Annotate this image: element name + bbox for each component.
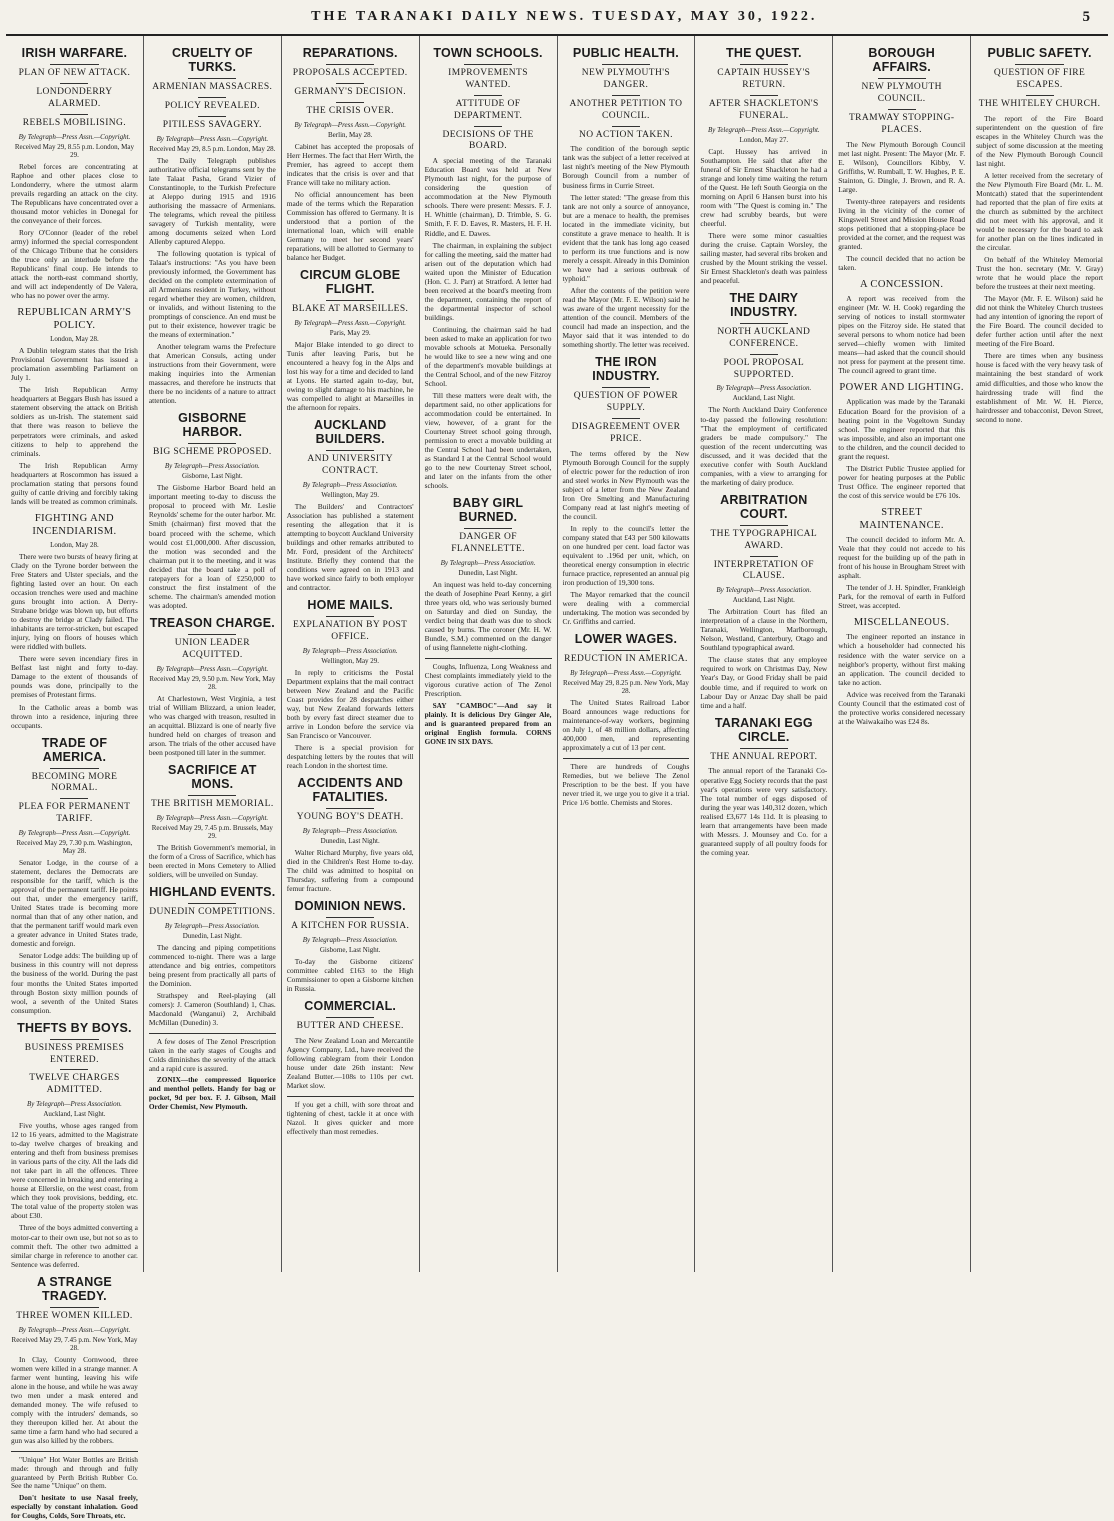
divider bbox=[740, 64, 788, 65]
article-paragraph: The clause states that any employee required to work on Christmas Day, New Year's Day, or Good Friday shall be paid double time, and if required to work on Labour Day or Anzac Day shall be paid time and a half. bbox=[700, 655, 828, 710]
article-byline: By Telegraph—Press Assn.—Copyright. bbox=[156, 813, 269, 822]
article-paragraph: There were some minor casualties during the cruise. Captain Worsley, the sailing master, had several ribs broken and crushed by the Mount striking the vessel. Sir Ernest Shackleton's death was painless and peaceful. bbox=[700, 230, 828, 285]
article-paragraph: In Clay, County Cornwood, three women were killed in a strange manner. A farmer went hunting, leaving his wife alone in the house, and while he was away two men under a mask entered and demanded money. The wife refused to comply with the intruders' demands, so they thereupon killed her. At about the same time a farm hand who had secured a gun was also killed by the robbers. bbox=[11, 1354, 138, 1445]
article-subheading: STREET MAINTENANCE. bbox=[859, 506, 944, 531]
article-byline: By Telegraph—Press Association. bbox=[716, 586, 812, 595]
article-headline: CIRCUM GLOBE FLIGHT. bbox=[300, 268, 401, 297]
article-byline: By Telegraph—Press Association. bbox=[440, 559, 536, 568]
advertisement-text: "Unique" Hot Water Bottles are British made: through and through and fully guaranteed by Perth British Rubber Co. See the name "Unique" on them. bbox=[11, 1454, 138, 1491]
article bbox=[149, 616, 276, 757]
divider bbox=[326, 450, 374, 451]
divider bbox=[474, 95, 502, 96]
article-paragraph: On behalf of the Whiteley Memorial Trust the hon. secretary (Mr. V. Gray) wrote that he would place the report before the trustees at their next meeting. bbox=[976, 255, 1103, 292]
article-paragraph: The Mayor (Mr. F. E. Wilson) said he did not think the Whiteley Church trustees had any intention of ignoring the report of the Fire Board. The council decided to defer further action until after the next meeting of the Fire Board. bbox=[976, 294, 1103, 349]
article-subheading: THREE WOMEN KILLED. bbox=[16, 1310, 133, 1321]
article-paragraph: Walter Richard Murphy, five years old, died in the Children's Rest Home to-day. The child was admitted to hospital on Thursday, suffering from a compound femur fracture. bbox=[286, 848, 414, 894]
article-byline: By Telegraph—Press Association. bbox=[302, 827, 398, 836]
article-subheading: BLAKE AT MARSEILLES. bbox=[292, 304, 409, 315]
article-paragraph: The New Plymouth Borough Council met last night. Present: The Mayor (Mr. F. E. Wilson), Councillors Kibby, V. Griffiths, W. Rumball, T. W. Hughes, P. E. Stainton, G. Dingle, J. Brown, and R. A. Large. bbox=[838, 139, 966, 194]
article bbox=[149, 411, 276, 609]
divider bbox=[60, 83, 88, 84]
article-byline: By Telegraph—Press Assn.—Copyright. bbox=[156, 664, 269, 673]
column-5 bbox=[558, 36, 696, 1272]
article bbox=[838, 506, 965, 611]
article-paragraph: Senator Lodge adds: The building up of business in this country will not depress the business of the world. During the past four months the United States imported through Boston sixty million pounds of wool, a seventh of the United States consumption. bbox=[11, 951, 138, 1015]
article bbox=[838, 46, 965, 272]
divider bbox=[198, 97, 226, 98]
article-paragraph: A report was received from the engineer (Mr. W. H. Cook) regarding the serving of notices to install stormwater pipes on the Fitzroy side. He stated that several persons to whom notice had been served—chiefly women with limited means—had asked that the council should not press for payment at the present time. The council agreed to grant time. bbox=[838, 294, 966, 376]
article-subheading: QUESTION OF FIRE ESCAPES. bbox=[993, 68, 1086, 90]
article-headline: SACRIFICE AT MONS. bbox=[168, 762, 257, 791]
article-subheading: BIG SCHEME PROPOSED. bbox=[153, 447, 272, 458]
article-paragraph: Advice was received from the Taranaki County Council that the estimated cost of the protective works considered necessary at the Waiwakaiho was £24 8s. bbox=[838, 689, 966, 726]
article-subheading: BUTTER AND CHEESE. bbox=[296, 1021, 404, 1032]
article-dateline: London, May 27. bbox=[739, 135, 789, 144]
article-headline: AUCKLAND BUILDERS. bbox=[313, 418, 387, 447]
divider bbox=[740, 748, 788, 749]
divider bbox=[326, 808, 374, 809]
article-subheading: BECOMING MORE NORMAL. bbox=[31, 771, 118, 794]
article-headline: TARANAKI EGG CIRCLE. bbox=[714, 715, 813, 744]
divider bbox=[188, 795, 236, 796]
article-byline: By Telegraph—Press Association. bbox=[164, 462, 260, 471]
article bbox=[11, 1275, 138, 1445]
divider bbox=[326, 300, 374, 301]
advertisement bbox=[11, 1451, 138, 1521]
advertisement-text: ZONIX—the compressed liquorice and menthol pellets. Handy for bag or pocket, 9d per box. F. J. Gibson, Mail Order Chemist, New Plymouth. bbox=[148, 1075, 276, 1112]
article-subheading: ATTITUDE OF DEPARTMENT. bbox=[453, 98, 523, 121]
divider bbox=[50, 1039, 98, 1040]
article-paragraph: The Builders' and Contractors' Association has published a statement resenting the allegation that it is attempting to boycott Auckland University buildings and other remarks attributed to Mr. Ford, president of the Architects' Institute. Briefly they contend that the conditions were agreed on in 1913 and have worked since fairly to both employer and contractor. bbox=[286, 501, 414, 593]
article-byline: By Telegraph—Press Assn.—Copyright. bbox=[570, 669, 682, 678]
article-dateline: Auckland, Last Night. bbox=[43, 1110, 106, 1119]
article-dateline: Received May 29, 8.25 p.m. New York, May 28. bbox=[563, 679, 689, 696]
article bbox=[149, 46, 276, 405]
divider bbox=[336, 83, 364, 84]
article-paragraph: There were seven incendiary fires in Belfast last night and forty to-day. Damage to the extent of thousands of pounds was done, principally to the premises of Protestant firms. bbox=[11, 654, 138, 700]
article bbox=[563, 632, 690, 752]
article-subheading: LONDONDERRY ALARMED. bbox=[36, 86, 113, 109]
article-paragraph: To-day the Gisborne citizens' committee cabled £163 to the High Commissioner to open a Gisborne kitchen in Russia. bbox=[286, 957, 414, 994]
divider bbox=[50, 64, 98, 65]
article-subheading: NO ACTION TAKEN. bbox=[579, 129, 673, 140]
divider bbox=[602, 650, 650, 651]
article bbox=[287, 598, 414, 770]
article bbox=[425, 496, 552, 652]
article-paragraph: A special meeting of the Taranaki Education Board was held at New Plymouth last night, for the purpose of considering the question of accommodation at the New Plymouth schools. There were present: Messrs. F. J. H. Whittle (chairman), D. Trimble, S. G. Smith, F. F. D. Eaves, R. Masters, H. F. H. Riddle, and E. Dawes. bbox=[424, 156, 552, 238]
article-headline: DOMINION NEWS. bbox=[294, 899, 406, 914]
article-subheading: PLEA FOR PERMANENT TARIFF. bbox=[18, 802, 131, 825]
divider bbox=[750, 556, 778, 557]
article-paragraph: The condition of the borough septic tank was the subject of a letter received at last night's meeting of the New Plymouth Borough Council from a number of business firms in Currie Street. bbox=[562, 144, 690, 190]
article-byline: By Telegraph—Press Assn.—Copyright. bbox=[18, 1325, 131, 1334]
divider bbox=[188, 78, 236, 79]
article bbox=[976, 46, 1103, 424]
divider bbox=[50, 1307, 98, 1308]
column-4 bbox=[420, 36, 558, 1272]
article-headline: CRUELTY OF TURKS. bbox=[171, 46, 253, 74]
article-subheading: REPUBLICAN ARMY'S POLICY. bbox=[17, 306, 132, 332]
article-paragraph: No official announcement has been made of the terms which the Reparation Commission has offered to Germany. It is understood that a portion of the international loan, which will enable Germany to meet her second years' reparations, will be allotted to Germany to balance her Budget. bbox=[286, 189, 414, 262]
masthead bbox=[6, 0, 1108, 36]
column-8 bbox=[971, 36, 1108, 1272]
article-headline: ACCIDENTS AND FATALITIES. bbox=[297, 776, 403, 805]
article-paragraph: Till these matters were dealt with, the department said, no other applications for accommodation could be entertained. In view, however, of a grant for the Courtenay Street school going through, permission to erect a movable building at the Central School had been undertaken, as Standard I at the Central School would go to the new Courtenay Street school, and later on the infants from the other schools. bbox=[424, 391, 552, 491]
article-subheading: NORTH AUCKLAND CONFERENCE. bbox=[717, 326, 811, 349]
article-headline: TOWN SCHOOLS. bbox=[433, 46, 543, 60]
divider bbox=[878, 78, 926, 79]
divider bbox=[612, 126, 640, 127]
article-subheading: EXPLANATION BY POST OFFICE. bbox=[292, 620, 408, 643]
article-byline: By Telegraph—Press Assn.—Copyright. bbox=[18, 829, 131, 838]
article-headline: PUBLIC HEALTH. bbox=[572, 46, 679, 60]
article-headline: COMMERCIAL. bbox=[304, 999, 397, 1014]
article-byline: By Telegraph—Press Association. bbox=[302, 936, 398, 945]
article-subheading: TRAMWAY STOPPING-PLACES. bbox=[848, 112, 955, 135]
article-headline: GISBORNE HARBOR. bbox=[178, 411, 247, 440]
advertisement-text: Don't hesitate to use Nasal freely, especially by constant inhalation. Good for Coughs, Colds, Sore Throats, etc. bbox=[11, 1493, 138, 1521]
article bbox=[700, 716, 827, 857]
article-paragraph: After the contents of the petition were read the Mayor (Mr. F. E. Wilson) said he was aware of the urgent necessity for the attention of the council. Members of the council had made an inspection, and the Mayor said that it was intended to do something shortly. The letter was received. bbox=[562, 285, 690, 350]
divider bbox=[464, 64, 512, 65]
article-paragraph: The annual report of the Taranaki Co-operative Egg Society records that the past year's operations were very satisfactory. The total number of eggs disposed of during the year was 140,312 dozen, which realised £3,677 14s 11d. It is pleasing to learn that arrangements have been made with Messrs. J. Mounsey and Co. for a guaranteed supply of all poultry foods for the coming year. bbox=[700, 766, 828, 857]
article bbox=[287, 899, 414, 993]
article-headline: THE DAIRY INDUSTRY. bbox=[729, 290, 799, 319]
divider bbox=[750, 95, 778, 96]
article-headline: HIGHLAND EVENTS. bbox=[149, 884, 276, 899]
article-headline: BOROUGH AFFAIRS. bbox=[868, 46, 936, 74]
article-dateline: Received May 29, 7.30 p.m. Washington, May 28. bbox=[16, 839, 133, 856]
article-paragraph: The Irish Republican Army headquarters at Beggars Bush has issued a statement observing the attack on British soldiers as un-Irish. The statement said that there was reason to believe the perpetrators were criminals, and asked citizens to help to apprehend the criminals. bbox=[11, 385, 138, 458]
divider bbox=[602, 387, 650, 388]
article-subheading: ANOTHER PETITION TO COUNCIL. bbox=[569, 98, 683, 121]
article-paragraph: The letter stated: "The grease from this tank are not only a source of annoyance, but are a menace to health, the premises located in the immediate vicinity, but constitute a grave menace to health. It is evident that the tank has long ago ceased to perform its true functions and is now merely a cesspit. Already in this Dominion we have had a serious outbreak of typhoid." bbox=[562, 192, 690, 283]
article-paragraph: There are times when any business house is faced with the very heavy task of maintaining the best standard of work amid difficulties, and those who know the hairdressing trade will find the establishment of Mr. W. H. Pierce, hairdresser and tobacconist, Devon Street, second to none. bbox=[976, 351, 1103, 424]
article-subheading: PROPOSALS ACCEPTED. bbox=[292, 68, 408, 78]
article-subheading: NEW PLYMOUTH COUNCIL. bbox=[861, 82, 942, 104]
article-paragraph: Another telegram warns the Prefecture that American Consuls, acting under instructions from their Government, were making inquiries into the Armenian massacres, and therefore he instructs that there be no incidents of a nature to attract attention. bbox=[148, 342, 276, 406]
article-paragraph: The Irish Republican Army headquarters at Roscommon has issued a proclamation stating that persons found guilty of cattle driving and forcibly taking lands will be treated as common criminals. bbox=[11, 460, 138, 506]
article bbox=[425, 46, 552, 490]
article-subheading: PITILESS SAVAGERY. bbox=[162, 119, 262, 130]
article-dateline: London, May 28. bbox=[50, 541, 99, 549]
article-dateline: Paris, May 29. bbox=[329, 328, 371, 337]
article bbox=[838, 381, 965, 499]
article-dateline: Received May 29, 9.50 p.m. New York, May 28. bbox=[149, 674, 276, 691]
article-paragraph: Cabinet has accepted the proposals of Herr Hermes. The fact that Herr Wirth, the Premier, has agreed to accept them indicates that the crisis is over and that France will take no military action. bbox=[286, 141, 414, 187]
article-paragraph: In the Catholic areas a bomb was thrown into a residence, injuring three occupants. bbox=[11, 702, 138, 730]
article-paragraph: The United States Railroad Labor Board announces wage reductions for maintenance-of-way workers, beginning on July 1, of 48 million dollars, affecting 400,000 men, and representing approximately a cut of 13 per cent. bbox=[562, 698, 690, 753]
article-subheading: DECISIONS OF THE BOARD. bbox=[442, 129, 534, 152]
article-subheading: QUESTION OF POWER SUPPLY. bbox=[573, 391, 679, 413]
article-paragraph: The chairman, in explaining the subject for calling the meeting, said the matter had arisen out of the deputation which had waited upon the Minister of Education (Hon. C. J. Parr) at Stratford. A letter had been received at the board's meeting from the department, containing the report of the departmental inspector of school buildings. bbox=[424, 240, 552, 322]
article-byline: By Telegraph—Press Association. bbox=[164, 921, 260, 930]
article-paragraph: The engineer reported an instance in which a householder had connected his residence with the water service on a neighbor's property, without first making an application. The council decided to take no action. bbox=[838, 632, 966, 687]
divider bbox=[326, 1017, 374, 1018]
article-dateline: London, May 28. bbox=[50, 335, 99, 344]
article-headline: THE IRON INDUSTRY. bbox=[592, 355, 660, 384]
article bbox=[838, 278, 965, 375]
article-headline: ARBITRATION COURT. bbox=[720, 492, 808, 521]
article-subheading: THE TYPOGRAPHICAL AWARD. bbox=[710, 528, 818, 551]
article-paragraph: Capt. Hussey has arrived in Southampton. He said that after the funeral of Sir Ernest Shackleton he had a strange and lonely time waiting the return of the Quest. He left South Georgia on the morning on April 6 Hansen burst into his room with "The Quest is coming in." The crew had scrubby beards, but were cheerful. bbox=[700, 146, 828, 228]
article bbox=[287, 46, 414, 262]
masthead-title: THE TARANAKI DAILY NEWS. TUESDAY, MAY 30, 1922. bbox=[311, 9, 818, 24]
article-subheading: THE WHITELEY CHURCH. bbox=[978, 98, 1101, 109]
article-headline: HOME MAILS. bbox=[307, 598, 393, 613]
divider bbox=[60, 798, 88, 799]
article-paragraph: An inquest was held to-day concerning the death of Josephine Pearl Kenny, a girl three years old, who was seriously burned on Saturday and died on Sunday, the verdict being that death was due to shock caused by burns. The coroner (Mr. H. W. Bundle, S.M.) commented on the danger of using flannelette night-clothing. bbox=[424, 580, 552, 653]
article-headline: IRISH WARFARE. bbox=[21, 46, 128, 60]
article-paragraph: Five youths, whose ages ranged from 12 to 16 years, admitted to the Magistrate to-day twelve charges of breaking and entering and theft from business premises in various parts of the city. All the lads did not take part in all the offences. Three were concerned in breaking and entering a house at Ellerslie, on the west coast, from which they took provisions, bedding, etc. The total value of the property stolen was about £30. bbox=[11, 1121, 138, 1221]
advertisement-text: If you get a chill, with sore throat and tightening of chest, tackle it at once with Nazol. It gives quicker and more effectively than most remedies. bbox=[286, 1100, 414, 1137]
article-paragraph: A Dublin telegram states that the Irish Provisional Government has issued a proclamation assembling Parliament on July 1. bbox=[11, 346, 138, 383]
article-dateline: Received May 29, 7.45 p.m. New York, May 28. bbox=[11, 1335, 138, 1352]
column-3 bbox=[282, 36, 420, 1272]
article bbox=[287, 418, 414, 592]
article-subheading: INTERPRETATION OF CLAUSE. bbox=[713, 559, 814, 582]
article-paragraph: At Charlestown, West Virginia, a test trial of William Blizzard, a union leader, who was charged with treason, resulted in an acquittal. Blizzard is one of nearly five hundred held on charges of treason and arson. The trials of the other accused have been postponed till later in the summer. bbox=[148, 693, 276, 757]
article-paragraph: The tender of J. H. Spindler, Frankleigh Park, for the removal of earth in Fulford Street, was accepted. bbox=[838, 583, 966, 611]
divider bbox=[602, 64, 650, 65]
article-paragraph: There is a special provision for despatching letters by the routes that will reach London in the shortest time. bbox=[286, 743, 414, 771]
divider bbox=[326, 64, 374, 65]
article-paragraph: In reply to criticisms the Postal Department explains that the mail contract between New Zealand and the Pacific Coast provides for 28 despatches either way, but New Zealand forwards letters both by every fast direct steamer due to arrive in London before the service via San Francisco or Vancouver. bbox=[286, 667, 414, 741]
divider bbox=[750, 354, 778, 355]
article-byline: By Telegraph—Press Assn.—Copyright. bbox=[294, 318, 407, 327]
article-subheading: THE CRISIS OVER. bbox=[306, 105, 394, 116]
article-subheading: YOUNG BOY'S DEATH. bbox=[296, 812, 404, 823]
article bbox=[11, 306, 138, 506]
article-paragraph: Rory O'Connor (leader of the rebel army) informed the special correspondent of the Chicago Tribune that he considers the truce only an interlude before the Republicans' final coup. He intends to attack the north-east command shortly, and will act independently of De Valera, who has no power over the army. bbox=[11, 227, 138, 300]
article bbox=[149, 885, 276, 1027]
advertisement bbox=[425, 658, 552, 746]
article bbox=[11, 512, 138, 730]
divider bbox=[612, 95, 640, 96]
article-paragraph: The terms offered by the New Plymouth Borough Council for the supply of electric power for the reduction of iron and steel works in New Plymouth was the subject of a letter from the New Zealand Iron Ore Smelting and Manufacturing Company read at last night's meeting of the council. bbox=[562, 448, 690, 521]
page-number: 5 bbox=[1082, 8, 1090, 25]
divider bbox=[60, 1069, 88, 1070]
article-paragraph: The report of the Fire Board superintendent on the question of fire escapes in the Whiteley Church was the subject of some discussion at the meeting of the New Plymouth Borough Council last night. bbox=[976, 113, 1103, 168]
article-subheading: MISCELLANEOUS. bbox=[853, 617, 950, 629]
article-byline: By Telegraph—Press Assn.—Copyright. bbox=[294, 120, 407, 129]
article-dateline: Auckland, Last Night. bbox=[732, 394, 795, 403]
column-1 bbox=[6, 36, 144, 1521]
article-paragraph: Major Blake intended to go direct to Tunis after leaving Paris, but he encountered a heavy fog in the Alps and lost his way for a time and decided to land at Lyons. He started again to-day, but, owing to slight damage to his machine, he was compelled to alight at Marseilles in the afternoon for repairs. bbox=[286, 339, 414, 413]
article-subheading: POLICY REVEALED. bbox=[164, 100, 260, 111]
article bbox=[11, 1021, 138, 1269]
article bbox=[838, 616, 965, 725]
article-dateline: Received May 29, 8.55 p.m. London, May 29. bbox=[14, 142, 135, 159]
divider bbox=[188, 443, 236, 444]
article-dateline: Auckland, Last Night. bbox=[732, 596, 795, 605]
article-subheading: TWELVE CHARGES ADMITTED. bbox=[29, 1073, 120, 1096]
article-paragraph: The Gisborne Harbor Board held an important meeting to-day to discuss the proposal to proceed with Mr. Leslie Reynolds' scheme for the outer harbor. Mr. Smith (chairman) first moved that the board proceed with the scheme, which would cost £1,000,000. After discussion, the motion was seconded and the chairman put it to the meeting, and it was decided that the board take a poll of ratepayers for a loan of £250,000 to construct the first instalment of the scheme. The chairman's amended motion was adopted. bbox=[148, 483, 276, 610]
divider bbox=[336, 102, 364, 103]
article-subheading: DANGER OF FLANNELETTE. bbox=[451, 532, 525, 555]
article-subheading: GERMANY'S DECISION. bbox=[294, 86, 407, 97]
article-subheading: REDUCTION IN AMERICA. bbox=[564, 654, 688, 665]
article-paragraph: There were two bursts of heavy firing at Clady on the Tyrone border between the Free Staters and Ulster specials, and the fighting lasted over an hour. On each occasion trenches were used and machine guns brought into action. A Derry-Strabane bridge was blown up, but efforts to destroy the bridge at Clady failed. The inhabitants are terror-stricken, but escaped injury, lying on floors of houses which were riddled with bullets. bbox=[11, 552, 138, 652]
article-subheading: POWER AND LIGHTING. bbox=[839, 382, 964, 394]
article-paragraph: Twenty-three ratepayers and residents living in the vicinity of the corner of Kingswell Street and Mission House Road stops petitioned that a stopping-place be provided at the corner, and the request was granted. bbox=[838, 196, 966, 251]
article-subheading: IMPROVEMENTS WANTED. bbox=[448, 68, 528, 90]
article-paragraph: The council decided to inform Mr. A. Veale that they could not accede to his request for the building up of the path in front of his house in Brougham Street with asphalt. bbox=[838, 535, 966, 581]
article-byline: By Telegraph—Press Association. bbox=[302, 480, 398, 489]
article-paragraph: In reply to the council's letter the company stated that £43 per 500 kilowatts on one hundred per cent. load factor was equivalent to .196d per unit, which, on theoretical energy consumption in electric furnace practice, represented an annual pig iron production of 19,300 tons. bbox=[562, 523, 690, 587]
article bbox=[700, 46, 827, 285]
article-byline: By Telegraph—Press Assn.—Copyright. bbox=[18, 132, 131, 141]
article-dateline: Received May 29, 8.5 p.m. London, May 28. bbox=[149, 144, 276, 153]
article-byline: By Telegraph—Press Association. bbox=[716, 384, 812, 393]
article-subheading: BUSINESS PREMISES ENTERED. bbox=[24, 1042, 125, 1065]
article-headline: THE QUEST. bbox=[726, 46, 802, 60]
article-subheading: A KITCHEN FOR RUSSIA. bbox=[291, 921, 410, 932]
article-byline: By Telegraph—Press Assn.—Copyright. bbox=[156, 134, 269, 143]
article-headline: PUBLIC SAFETY. bbox=[987, 46, 1092, 60]
article-headline: LOWER WAGES. bbox=[574, 632, 678, 647]
advertisement bbox=[287, 1096, 414, 1137]
divider bbox=[198, 116, 226, 117]
article-headline: THEFTS BY BOYS. bbox=[17, 1020, 132, 1035]
divider bbox=[1026, 95, 1054, 96]
article-subheading: UNION LEADER ACQUITTED. bbox=[174, 637, 250, 660]
article-paragraph: The District Public Trustee applied for power for heating purposes at the Public Trust Office. The engineer reported that the cost of this service would be £76 10s. bbox=[838, 463, 966, 500]
article-paragraph: The North Auckland Dairy Conference to-day passed the following resolution: "That the employment of certificated graders be made compulsory." The question of the recent undercutting was discussed, and it was decided that the executive confer with South Auckland companies, with a view to arranging for the marketing of dairy produce. bbox=[700, 405, 828, 487]
article bbox=[700, 493, 827, 710]
article bbox=[563, 46, 690, 349]
article-paragraph: The New Zealand Loan and Mercantile Agency Company, Ltd., have received the following cablegram from their London house under date 26th instant: New Zealand Butter.—108s to 110s per cwt. Market slow. bbox=[286, 1036, 414, 1091]
article-subheading: AFTER SHACKLETON'S FUNERAL. bbox=[708, 98, 819, 121]
article-dateline: Wellington, May 29. bbox=[321, 656, 380, 665]
article bbox=[700, 291, 827, 487]
article-paragraph: Senator Lodge, in the course of a statement, declares the Democrats are responsible for the tariff, which is the approval of the permanent tariff. He points out that, under the emergency tariff, United States trade is becoming more normal than that of any other nation, and that the permanent tariff would mark even a greater advance in United States trade, domestic and foreign. bbox=[11, 858, 138, 949]
article-subheading: NEW PLYMOUTH'S DANGER. bbox=[581, 68, 671, 90]
article-byline: By Telegraph—Press Association. bbox=[302, 646, 398, 655]
article-headline: A STRANGE TRAGEDY. bbox=[36, 1274, 112, 1303]
article-byline: By Telegraph—Press Assn.—Copyright. bbox=[707, 125, 820, 134]
article-headline: TREASON CHARGE. bbox=[149, 615, 275, 630]
divider bbox=[1015, 64, 1063, 65]
article bbox=[11, 46, 138, 300]
article-dateline: Dunedin, Last Night. bbox=[458, 569, 518, 578]
article-headline: BABY GIRL BURNED. bbox=[452, 496, 524, 525]
divider bbox=[188, 903, 236, 904]
article bbox=[11, 736, 138, 1015]
article bbox=[563, 355, 690, 626]
divider bbox=[188, 634, 236, 635]
divider bbox=[50, 768, 98, 769]
article bbox=[287, 268, 414, 412]
column-6 bbox=[695, 36, 833, 1272]
divider bbox=[474, 126, 502, 127]
article-paragraph: Rebel forces are concentrating at Raphoe and other places close to Londonderry, where the utmost alarm prevails regarding an attack on the city. The Republicans have concentrated over a thousand motor vehicles in Donegal for the conveyance of their forces. bbox=[11, 161, 138, 225]
article-dateline: Berlin, May 28. bbox=[328, 130, 373, 139]
divider bbox=[740, 323, 788, 324]
article-paragraph: Strathspey and Reel-playing (all comers): J. Cameron (Southland) 1, Chas. Macdonald (Wanganui) 2, Archibald McMillan (Dunedin) 3. bbox=[148, 990, 276, 1027]
article-byline: By Telegraph—Press Association. bbox=[27, 1100, 122, 1109]
article-subheading: DISAGREEMENT OVER PRICE. bbox=[571, 421, 681, 444]
article-dateline: Received May 29, 7.45 p.m. Brussels, May 29. bbox=[151, 823, 273, 840]
column-container bbox=[6, 36, 1108, 1521]
article-subheading: FIGHTING AND INCENDIARISM. bbox=[32, 512, 117, 537]
article-subheading: ARMENIAN MASSACRES. bbox=[152, 82, 273, 92]
article-headline: REPARATIONS. bbox=[302, 46, 398, 60]
divider bbox=[464, 528, 512, 529]
article-dateline: Gisborne, Last Night. bbox=[319, 946, 381, 955]
article-headline: TRADE OF AMERICA. bbox=[41, 735, 108, 764]
article-subheading: CAPTAIN HUSSEY'S RETURN. bbox=[717, 68, 811, 90]
article bbox=[287, 999, 414, 1090]
article-dateline: Wellington, May 29. bbox=[321, 490, 380, 499]
article-paragraph: Three of the boys admitted converting a motor-car to their own use, but not so as to commit theft. The other two admitted a similar charge in reference to another car. Sentence was deferred. bbox=[11, 1223, 138, 1269]
advertisement-text: Coughs, Influenza, Long Weakness and Chest complaints immediately yield to the vigorous curative action of The Zenol Prescription. bbox=[424, 662, 552, 699]
advertisement bbox=[149, 1033, 276, 1112]
divider bbox=[326, 616, 374, 617]
article-dateline: Gisborne, Last Night. bbox=[181, 472, 243, 481]
article bbox=[149, 763, 276, 879]
divider bbox=[326, 917, 374, 918]
divider bbox=[888, 109, 916, 110]
article-paragraph: A letter received from the secretary of the New Plymouth Fire Board (Mr. L. M. Montcath) stated that the superintendent had reported that the plan of fire exits at the church as submitted by the architect did not meet with his approval, and it would be necessary for the board to ask for another plan on the lines indicated in the circular. bbox=[976, 170, 1103, 253]
divider bbox=[612, 418, 640, 419]
advertisement-text: A few doses of The Zenol Prescription taken in the early stages of Coughs and Colds diminishes the severity of the attack and a rapid cure is assured. bbox=[148, 1036, 276, 1073]
article-dateline: Dunedin, Last Night. bbox=[182, 931, 242, 940]
article-paragraph: The following quotation is typical of Talaat's instructions: "As you have been previously informed, the Government has decided on the complete extermination of all Armenians resident in Turkey, without regard whether they are women, children, or invalids, and without listening to the promptings of conscience. An end must be put to their existence, however tragic be the means of extermination." bbox=[148, 248, 276, 340]
article-paragraph: The British Government's memorial, in the form of a Cross of Sacrifice, which has been erected in Mons Cemetery to Allied soldiers, will be unveiled on Sunday. bbox=[148, 842, 276, 879]
article-dateline: Dunedin, Last Night. bbox=[320, 837, 380, 846]
article bbox=[287, 776, 414, 893]
article-paragraph: The dancing and piping competitions commenced to-night. There was a large attendance and big entries, competitors being present from practically all parts of the Dominion. bbox=[148, 942, 276, 988]
article-subheading: REBELS MOBILISING. bbox=[22, 117, 127, 128]
article-subheading: POOL PROPOSAL SUPPORTED. bbox=[723, 357, 805, 380]
article-paragraph: The council decided that no action be taken. bbox=[838, 253, 966, 272]
article-paragraph: The Arbitration Court has filed an interpretation of a clause in the Northern, Taranaki, Wellington, Marlborough, Nelson, Westland, Canterbury, Otago and Southland typographical award. bbox=[700, 607, 828, 653]
article-subheading: AND UNIVERSITY CONTRACT. bbox=[307, 454, 393, 477]
divider bbox=[60, 114, 88, 115]
article-subheading: A CONCESSION. bbox=[859, 278, 944, 290]
column-7 bbox=[833, 36, 971, 1272]
advertisement-text: There are hundreds of Coughs Remedies, but we believe The Zenol Prescription to be the best. If you have never tried it, we urge you to give it a trial. Price 1/6 bottle. Chemists and Stores. bbox=[562, 762, 690, 807]
article-paragraph: Continuing, the chairman said he had been asked to make an application for two movable schools at Motueka. Personally he would like to see a new wing and one of the department's movable buildings at the Central School, and of the new Fitzroy School. bbox=[424, 324, 552, 388]
article-subheading: PLAN OF NEW ATTACK. bbox=[18, 68, 131, 78]
article-subheading: THE ANNUAL REPORT. bbox=[710, 751, 818, 762]
divider bbox=[740, 525, 788, 526]
advertisement bbox=[563, 758, 690, 807]
advertisement-text: SAY "CAMBOC"—And say it plainly. It is delicious Dry Ginger Ale, and is guaranteed prepared from an original English formula. CORNS GONE IN SIX DAYS. bbox=[424, 700, 552, 746]
column-2 bbox=[144, 36, 282, 1272]
article-paragraph: The Daily Telegraph publishes authoritative official telegrams sent by the late Talaat Pasha, Grand Vizier of Constantinople, to the Turkish Prefecture at Aleppo during 1915 and 1916 authorising the massacre of Armenians. The telegrams, which reveal the pitiless savagery of Turkish mentality, were among documents seized when Lord Allenby captured Aleppo. bbox=[148, 155, 276, 246]
article-paragraph: Application was made by the Taranaki Education Board for the provision of a heating point in the Vogeltown Sunday school. The engineer reported that this was impossible, and also an important one to the children, and the council decided to grant the request. bbox=[838, 397, 966, 461]
article-subheading: THE BRITISH MEMORIAL. bbox=[150, 798, 274, 809]
article-paragraph: The Mayor remarked that the council were dealing with a commercial undertaking. The motion was seconded by Cr. Griffiths and carried. bbox=[562, 590, 690, 627]
article-subheading: DUNEDIN COMPETITIONS. bbox=[149, 906, 276, 917]
